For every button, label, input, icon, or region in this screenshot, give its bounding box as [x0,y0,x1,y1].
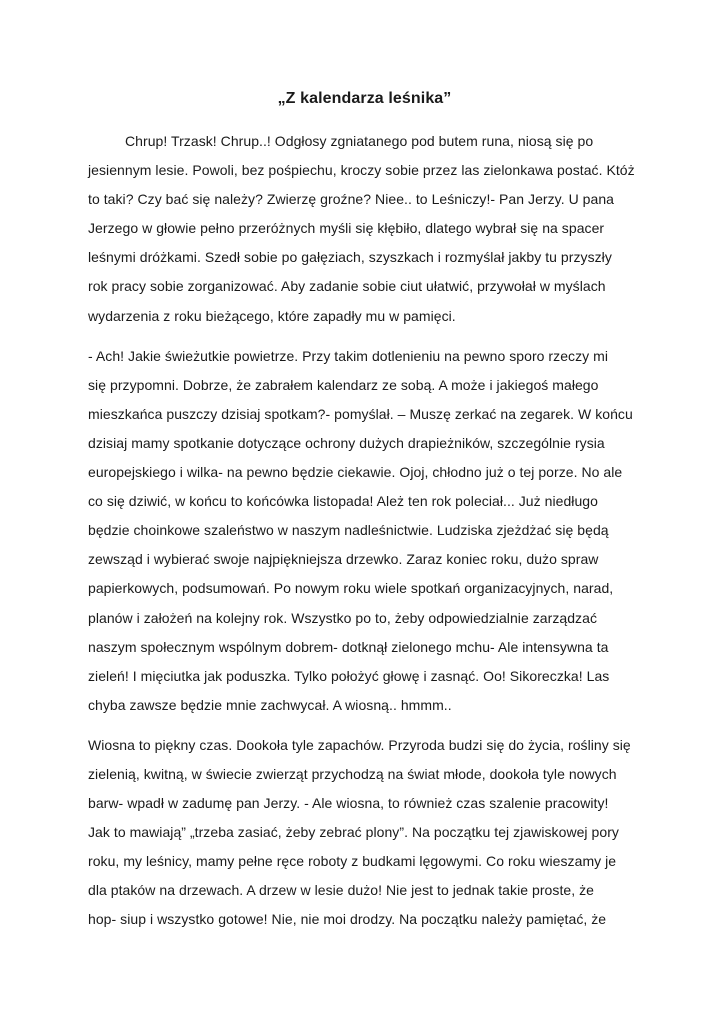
paragraph-line: to taki? Czy bać się należy? Zwierzę groźne? Niee.. to Leśniczy!- Pan Jerzy. U pana [88,191,615,208]
paragraph-2 [88,342,641,720]
document-title: „Z kalendarza leśnika” [277,90,452,107]
paragraph-line: papierkowych, podsumowań. Po nowym roku wiele spotkań organizacyjnych, narad, [88,580,614,597]
paragraph-line: Chrup! Trzask! Chrup..! Odgłosy zgniatanego pod butem runa, niosą się po [125,133,594,149]
paragraph-line: Jerzego w głowie pełno przeróżnych myśli się kłębiło, dlatego wybrał się na spacer [88,220,605,237]
paragraph-line: leśnymi dróżkami. Szedł sobie po gałęziach, szyszkach i rozmyślał jakby tu przyszły [88,249,612,266]
paragraph-line: hop- siup i wszystko gotowe! Nie, nie moi drodzy. Na początku należy pamiętać, że [88,911,607,928]
paragraph-line: dla ptaków na drzewach. A drzew w lesie dużo! Nie jest to jednak takie proste, że [88,882,594,899]
paragraph-1 [88,127,641,331]
paragraph-3 [88,731,641,935]
paragraph-line: będzie choinkowe szaleństwo w naszym nadleśnictwie. Ludziska zjeżdżać się będą [88,522,609,539]
paragraph-line: - Ach! Jakie świeżutkie powietrze. Przy takim dotlenieniu na pewno sporo rzeczy mi [88,347,608,364]
paragraph-line: chyba zawsze będzie mnie zachwycał. A wiosną.. hmmm.. [88,696,452,713]
paragraph-line: co się dziwić, w końcu to końcówka listopada! Ależ ten rok poleciał... Już niedługo [88,493,598,510]
paragraph-line: zieleń! I mięciutka jak poduszka. Tylko położyć głowę i zasnąć. Oo! Sikoreczka! Las [88,667,610,684]
paragraph-line: się przypomni. Dobrze, że zabrałem kalendarz ze sobą. A może i jakiegoś małego [88,376,599,393]
paragraph-line: jesiennym lesie. Powoli, bez pośpiechu, kroczy sobie przez las zielonkawa postać. Któż [88,162,635,179]
paragraph-line: europejskiego i wilka- na pewno będzie ciekawie. Ojoj, chłodno już o tej porze. No ale [88,464,623,481]
paragraph-line: wydarzenia z roku bieżącego, które zapadły mu w pamięci. [88,307,456,324]
paragraph-line: roku, my leśnicy, mamy pełne ręce roboty z budkami lęgowymi. Co roku wieszamy je [88,853,617,870]
paragraph-line: zewsząd i wybierać swoje najpiękniejsza drzewko. Zaraz koniec roku, dużo spraw [88,551,599,568]
paragraph-line: naszym społecznym wspólnym dobrem- dotknął zielonego mchu- Ale intensywna ta [88,638,609,655]
paragraph-line: Jak to mawiają” „trzeba zasiać, żeby zebrać plony”. Na początku tej zjawiskowej pory [88,824,619,841]
paragraph-line: dzisiaj mamy spotkanie dotyczące ochrony dużych drapieżników, szczególnie rysia [88,434,605,451]
paragraph-line: barw- wpadł w zadumę pan Jerzy. - Ale wiosna, to również czas szalenie pracowity! [88,795,609,812]
paragraph-line: planów i założeń na kolejny rok. Wszystko po to, żeby odpowiedzialnie zarządzać [88,609,597,626]
paragraph-line: Wiosna to piękny czas. Dookoła tyle zapachów. Przyroda budzi się do życia, rośliny się [88,736,631,753]
paragraph-line: zielenią, kwitną, w świecie zwierząt przychodzą na świat młode, dookoła tyle nowych [88,765,617,782]
paragraph-line: rok pracy sobie zorganizować. Aby zadanie sobie ciut ułatwić, przywołał w myślach [88,278,606,295]
paragraph-line: mieszkańca puszczy dzisiaj spotkam?- pomyślał. – Muszę zerkać na zegarek. W końcu [88,405,633,422]
